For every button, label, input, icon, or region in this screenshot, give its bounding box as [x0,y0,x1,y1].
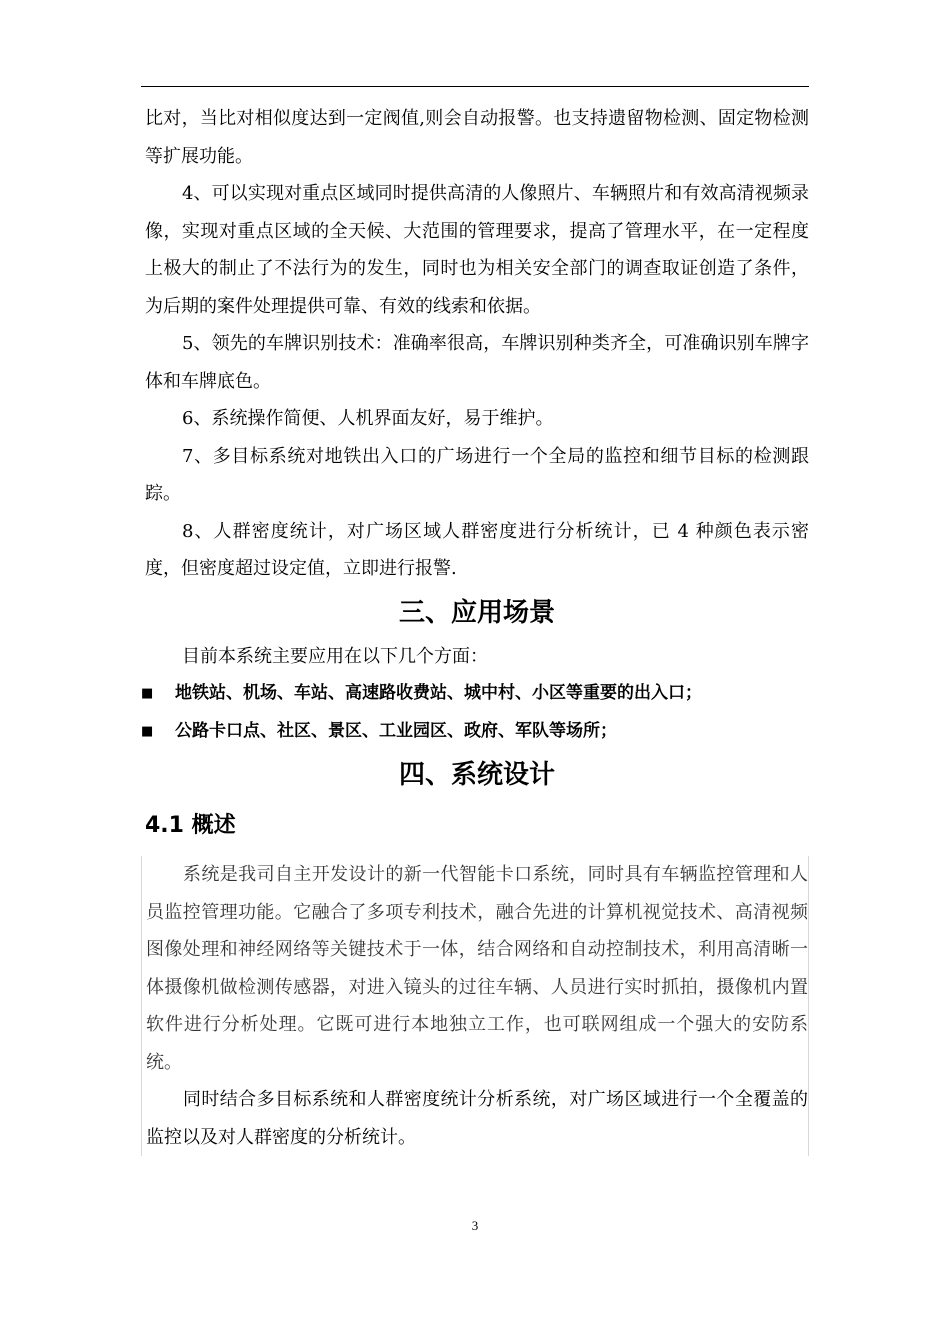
subsection-title-overview: 4.1 概述 [145,813,236,838]
paragraph-item-7: 7、多目标系统对地铁出入口的广场进行一个全局的监控和细节目标的检测跟踪。 [145,445,809,504]
bullet-text: 公路卡口点、社区、景区、工业园区、政府、军队等场所； [175,720,617,741]
page-body [141,100,809,1156]
bullet-item [141,713,809,751]
overview-paragraph: 系统是我司自主开发设计的新一代智能卡口系统，同时具有车辆监控管理和人员监控管理功能。它融合了多项专利技术，融合先进的计算机视觉技术、高清视频图像处理和神经网络等关键技术于一体，结合网络和自动控制技术，利用高清晰一体摄像机做检测传感器，对进入镜头的过往车辆、人员进行实时抓拍，摄像机内置软件进行分析处理。它既可进行本地独立工作，也可联网组成一个强大的安防系统。 [146,864,808,1073]
paragraph-item-5: 5、领先的车牌识别技术：准确率很高，车牌识别种类齐全，可准确识别车牌字体和车牌底色。 [145,333,809,392]
page-number: 3 [471,1218,479,1233]
square-bullet-icon: ■ [141,723,154,739]
header-rule [141,86,809,87]
section-title-system-design: 四、系统设计 [398,760,555,790]
paragraph-item-8: 8、人群密度统计，对广场区域人群密度进行分析统计，已 4 种颜色表示密度，但密度超过设定值，立即进行报警. [145,520,809,579]
paragraph-continuation: 比对，当比对相似度达到一定阀值,则会自动报警。也支持遗留物检测、固定物检测等扩展功能。 [145,108,809,167]
square-bullet-icon: ■ [141,686,154,701]
paragraph-item-6: 6、系统操作简便、人机界面友好，易于维护。 [182,408,554,429]
paragraph-item-4: 4、可以实现对重点区域同时提供高清的人像照片、车辆照片和有效高清视频录像，实现对重点区域的全天候、大范围的管理要求，提高了管理水平，在一定程度上极大的制止了不法行为的发生，同时也为相关安全部门的调查取证创造了条件，为后期的案件处理提供可靠、有效的线索和依据。 [145,183,809,317]
bullet-item [141,675,809,713]
overview-text-block [141,856,809,1156]
overview-paragraph: 同时结合多目标系统和人群密度统计分析系统，对广场区域进行一个全覆盖的监控以及对人群密度的分析统计。 [146,1089,808,1148]
bullet-text: 地铁站、机场、车站、高速路收费站、城中村、小区等重要的出入口； [175,683,702,703]
section-intro: 目前本系统主要应用在以下几个方面： [182,645,488,667]
section-title-applications: 三、应用场景 [398,597,555,628]
